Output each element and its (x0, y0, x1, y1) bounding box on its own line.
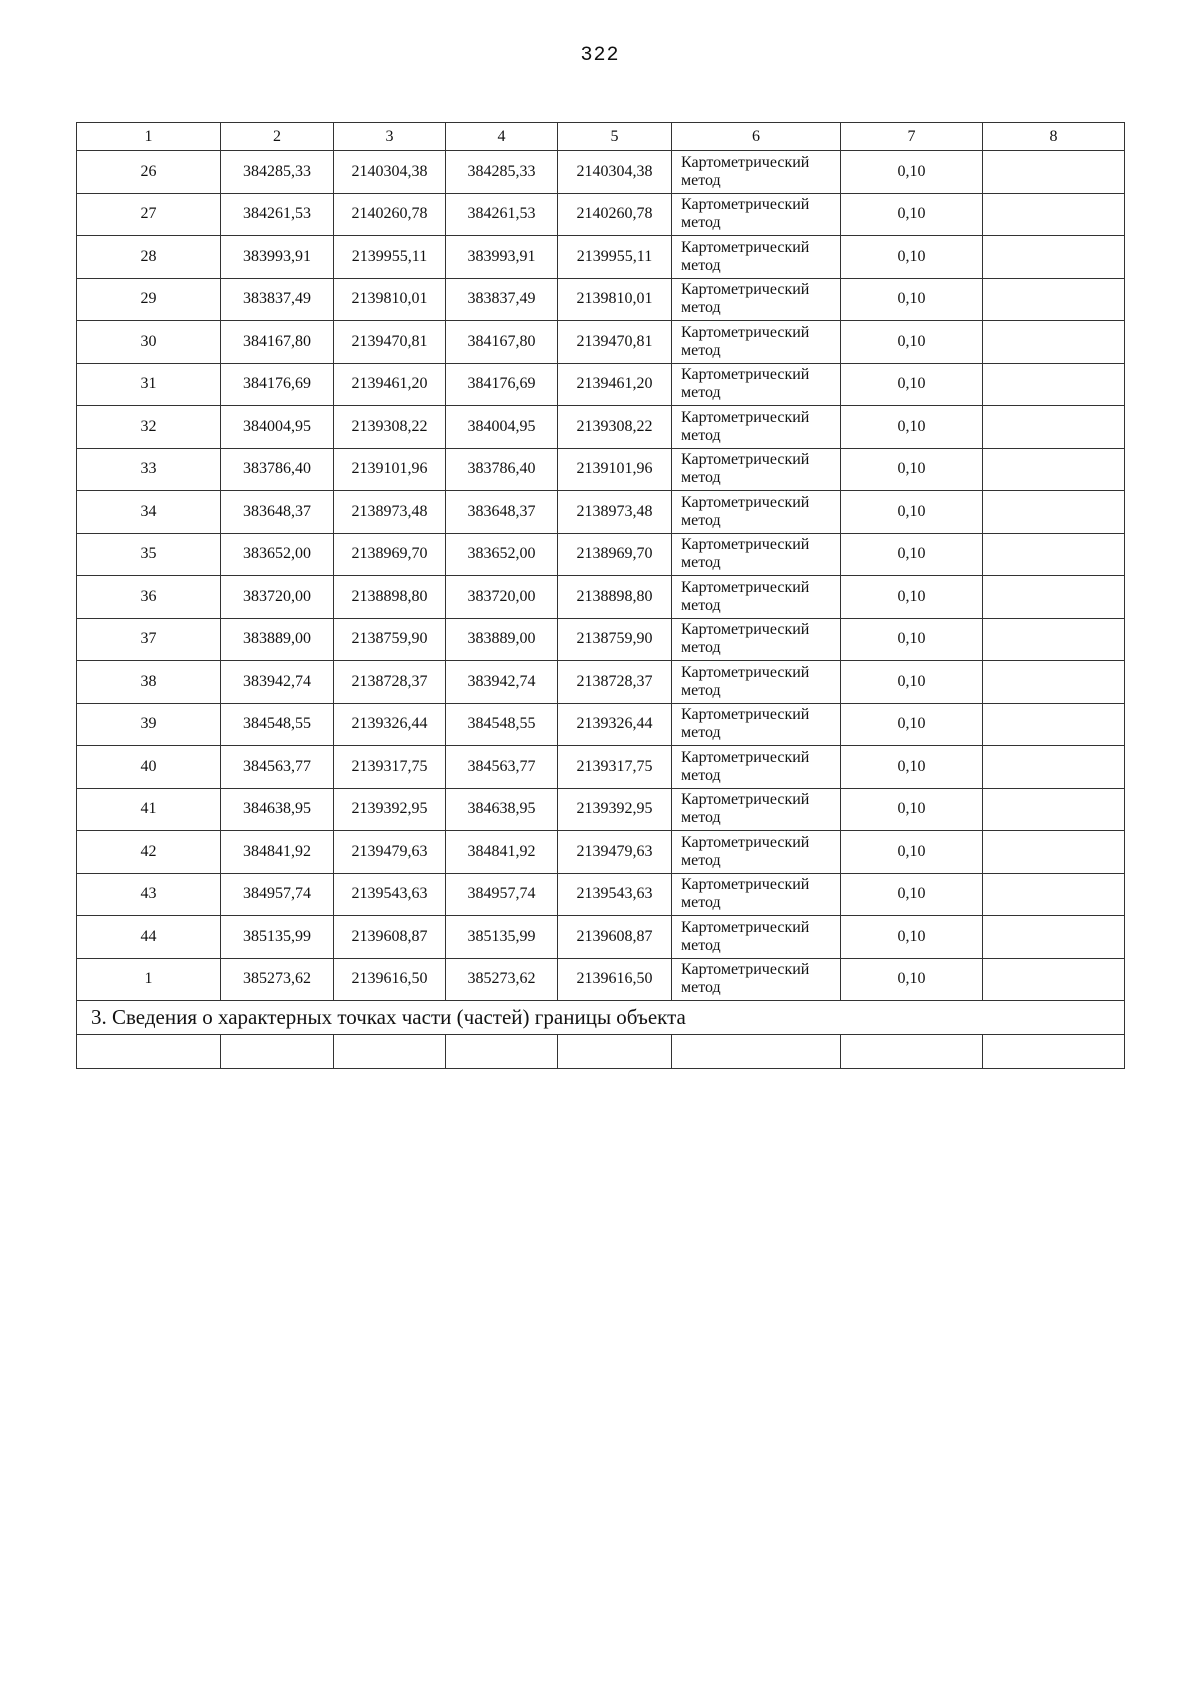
table-cell: 34 (77, 491, 221, 534)
table-cell: Картометрический метод (672, 661, 841, 704)
table-row (77, 576, 1125, 619)
table-row (77, 916, 1125, 959)
table-row (77, 703, 1125, 746)
table-cell (983, 788, 1125, 831)
empty-cell (77, 1035, 221, 1069)
table-cell: 383652,00 (221, 533, 334, 576)
table-cell: 35 (77, 533, 221, 576)
table-cell: Картометрический метод (672, 491, 841, 534)
table-cell: 0,10 (841, 151, 983, 194)
table-cell: 384957,74 (446, 873, 558, 916)
table-cell: 26 (77, 151, 221, 194)
table-cell (983, 151, 1125, 194)
table-cell: 384638,95 (446, 788, 558, 831)
empty-cell (841, 1035, 983, 1069)
section-title: 3. Сведения о характерных точках части (частей) границы объекта (77, 1001, 1125, 1035)
table-cell: 2139543,63 (334, 873, 446, 916)
column-header: 5 (558, 123, 672, 151)
table-cell: 0,10 (841, 873, 983, 916)
table-cell: 384841,92 (221, 831, 334, 874)
table-cell (983, 491, 1125, 534)
table-row (77, 831, 1125, 874)
table-cell: 2139608,87 (334, 916, 446, 959)
table-cell: 384563,77 (446, 746, 558, 789)
table-cell: 41 (77, 788, 221, 831)
table-cell: 383720,00 (221, 576, 334, 619)
table-cell: Картометрический метод (672, 151, 841, 194)
table-cell: 383993,91 (446, 236, 558, 279)
table-cell: 2139308,22 (334, 406, 446, 449)
table-cell: 2139101,96 (334, 448, 446, 491)
table-cell: 384563,77 (221, 746, 334, 789)
column-header: 6 (672, 123, 841, 151)
table-cell: Картометрический метод (672, 788, 841, 831)
table-cell: 384004,95 (446, 406, 558, 449)
table-cell: 384285,33 (446, 151, 558, 194)
column-header: 8 (983, 123, 1125, 151)
table-cell (983, 576, 1125, 619)
table-cell: 2138759,90 (334, 618, 446, 661)
empty-cell (446, 1035, 558, 1069)
table-cell: 37 (77, 618, 221, 661)
table-cell: 2139392,95 (558, 788, 672, 831)
table-cell: 0,10 (841, 661, 983, 704)
table-cell: 0,10 (841, 321, 983, 364)
table-cell: 384261,53 (221, 193, 334, 236)
table-cell: 383648,37 (221, 491, 334, 534)
table-row (77, 406, 1125, 449)
table-row (77, 151, 1125, 194)
table-cell: 39 (77, 703, 221, 746)
table-cell: 384176,69 (446, 363, 558, 406)
table-cell (983, 193, 1125, 236)
table-cell (983, 406, 1125, 449)
table-cell: 2139470,81 (334, 321, 446, 364)
table-cell (983, 746, 1125, 789)
table-cell: Картометрический метод (672, 703, 841, 746)
table-cell: 2140260,78 (558, 193, 672, 236)
table-cell (983, 916, 1125, 959)
table-cell (983, 363, 1125, 406)
table-cell: 2138969,70 (558, 533, 672, 576)
table-cell: 30 (77, 321, 221, 364)
table-cell: Картометрический метод (672, 873, 841, 916)
table-cell (983, 661, 1125, 704)
table-cell: 27 (77, 193, 221, 236)
table-cell: 2138728,37 (334, 661, 446, 704)
table-cell (983, 831, 1125, 874)
table-row (77, 788, 1125, 831)
boundary-points-table (76, 122, 1125, 1069)
table-cell: 2139461,20 (334, 363, 446, 406)
table-cell: Картометрический метод (672, 746, 841, 789)
table-cell: 385273,62 (221, 958, 334, 1001)
table-cell: 2139317,75 (558, 746, 672, 789)
table-cell: 29 (77, 278, 221, 321)
table-cell: 2138973,48 (334, 491, 446, 534)
table-row (77, 958, 1125, 1001)
table-cell (983, 236, 1125, 279)
table-cell: 2139461,20 (558, 363, 672, 406)
table-cell: Картометрический метод (672, 278, 841, 321)
table-cell: Картометрический метод (672, 618, 841, 661)
table-row (77, 491, 1125, 534)
table-cell: 383648,37 (446, 491, 558, 534)
table-cell: 2138969,70 (334, 533, 446, 576)
table-cell: 2138728,37 (558, 661, 672, 704)
table-row (77, 533, 1125, 576)
table-cell: Картометрический метод (672, 916, 841, 959)
table-cell: 384004,95 (221, 406, 334, 449)
table-cell: 2139326,44 (334, 703, 446, 746)
empty-cell (334, 1035, 446, 1069)
header-row (77, 123, 1125, 151)
table-cell: Картометрический метод (672, 533, 841, 576)
table-row (77, 321, 1125, 364)
table-cell: 383993,91 (221, 236, 334, 279)
table-cell: 0,10 (841, 788, 983, 831)
table-cell: 383889,00 (446, 618, 558, 661)
table-cell: 384548,55 (446, 703, 558, 746)
table-cell: 384167,80 (221, 321, 334, 364)
table-cell: Картометрический метод (672, 576, 841, 619)
table-cell: 0,10 (841, 831, 983, 874)
table-cell: 2140304,38 (334, 151, 446, 194)
table-cell: 384167,80 (446, 321, 558, 364)
table-cell: 385135,99 (446, 916, 558, 959)
table-cell: 0,10 (841, 958, 983, 1001)
table-cell: 43 (77, 873, 221, 916)
table-cell: 31 (77, 363, 221, 406)
column-header: 3 (334, 123, 446, 151)
table-cell: 2140260,78 (334, 193, 446, 236)
table-cell: 2139392,95 (334, 788, 446, 831)
table-cell (983, 533, 1125, 576)
table-cell: Картометрический метод (672, 363, 841, 406)
table-row (77, 661, 1125, 704)
table-cell: 38 (77, 661, 221, 704)
table-cell: 1 (77, 958, 221, 1001)
table-cell: 2139810,01 (334, 278, 446, 321)
table-cell: Картометрический метод (672, 958, 841, 1001)
table-cell: 2139317,75 (334, 746, 446, 789)
table-cell: 385135,99 (221, 916, 334, 959)
table-cell: 2138973,48 (558, 491, 672, 534)
table-row (77, 618, 1125, 661)
table-row (77, 746, 1125, 789)
table-cell: 383786,40 (446, 448, 558, 491)
table-cell: 385273,62 (446, 958, 558, 1001)
table-cell (983, 278, 1125, 321)
table-cell: 0,10 (841, 533, 983, 576)
table-row (77, 236, 1125, 279)
table-cell: 0,10 (841, 618, 983, 661)
empty-cell (558, 1035, 672, 1069)
page-number: 322 (580, 44, 620, 67)
table-cell: 2139616,50 (334, 958, 446, 1001)
table-cell: 383837,49 (446, 278, 558, 321)
table-cell: 384261,53 (446, 193, 558, 236)
table-cell (983, 448, 1125, 491)
table-cell: 0,10 (841, 448, 983, 491)
table-cell (983, 321, 1125, 364)
table-cell (983, 873, 1125, 916)
table-cell: 383786,40 (221, 448, 334, 491)
table-cell: 0,10 (841, 363, 983, 406)
table-cell: 0,10 (841, 703, 983, 746)
empty-cell (983, 1035, 1125, 1069)
table-cell: 32 (77, 406, 221, 449)
table-cell: 44 (77, 916, 221, 959)
empty-cell (221, 1035, 334, 1069)
table-cell: 2139955,11 (334, 236, 446, 279)
table-cell: 40 (77, 746, 221, 789)
table-cell: 2139326,44 (558, 703, 672, 746)
table-cell: 2138898,80 (558, 576, 672, 619)
table-cell: 2140304,38 (558, 151, 672, 194)
table-cell: 384638,95 (221, 788, 334, 831)
table-cell: 383942,74 (446, 661, 558, 704)
table-cell: 0,10 (841, 236, 983, 279)
column-header: 7 (841, 123, 983, 151)
table-cell: 2139101,96 (558, 448, 672, 491)
table-cell: Картометрический метод (672, 831, 841, 874)
table-row (77, 873, 1125, 916)
table-cell: 384176,69 (221, 363, 334, 406)
table-row (77, 448, 1125, 491)
table-cell: 2139479,63 (334, 831, 446, 874)
table-cell: 28 (77, 236, 221, 279)
table-cell: Картометрический метод (672, 193, 841, 236)
table-cell: 2139810,01 (558, 278, 672, 321)
table-cell: 2139308,22 (558, 406, 672, 449)
table-cell: 2138759,90 (558, 618, 672, 661)
table-cell: 0,10 (841, 491, 983, 534)
table-cell: 383889,00 (221, 618, 334, 661)
table-cell (983, 703, 1125, 746)
table-cell: 42 (77, 831, 221, 874)
table-cell: 384841,92 (446, 831, 558, 874)
column-header: 2 (221, 123, 334, 151)
table-cell: 0,10 (841, 746, 983, 789)
table-cell: 0,10 (841, 916, 983, 959)
table-cell: 0,10 (841, 193, 983, 236)
table-cell: Картометрический метод (672, 448, 841, 491)
table-cell: 0,10 (841, 278, 983, 321)
table-cell: 0,10 (841, 576, 983, 619)
table-cell: 383837,49 (221, 278, 334, 321)
column-header: 1 (77, 123, 221, 151)
table-cell: Картометрический метод (672, 406, 841, 449)
table-cell: 2138898,80 (334, 576, 446, 619)
table-row (77, 193, 1125, 236)
table-cell (983, 618, 1125, 661)
table-cell: 384548,55 (221, 703, 334, 746)
section-row (77, 1001, 1125, 1035)
table-cell: 33 (77, 448, 221, 491)
table-cell: 2139479,63 (558, 831, 672, 874)
table-cell (983, 958, 1125, 1001)
table-cell: Картометрический метод (672, 236, 841, 279)
table-cell: 2139470,81 (558, 321, 672, 364)
table-cell: 2139543,63 (558, 873, 672, 916)
table-row (77, 278, 1125, 321)
column-header: 4 (446, 123, 558, 151)
table-row (77, 363, 1125, 406)
empty-cell (672, 1035, 841, 1069)
table-cell: Картометрический метод (672, 321, 841, 364)
empty-row (77, 1035, 1125, 1069)
table-cell: 2139608,87 (558, 916, 672, 959)
table-cell: 384957,74 (221, 873, 334, 916)
table-cell: 36 (77, 576, 221, 619)
table-cell: 2139955,11 (558, 236, 672, 279)
table-cell: 383720,00 (446, 576, 558, 619)
table-cell: 2139616,50 (558, 958, 672, 1001)
table-cell: 384285,33 (221, 151, 334, 194)
table-cell: 383942,74 (221, 661, 334, 704)
table-cell: 383652,00 (446, 533, 558, 576)
table-cell: 0,10 (841, 406, 983, 449)
